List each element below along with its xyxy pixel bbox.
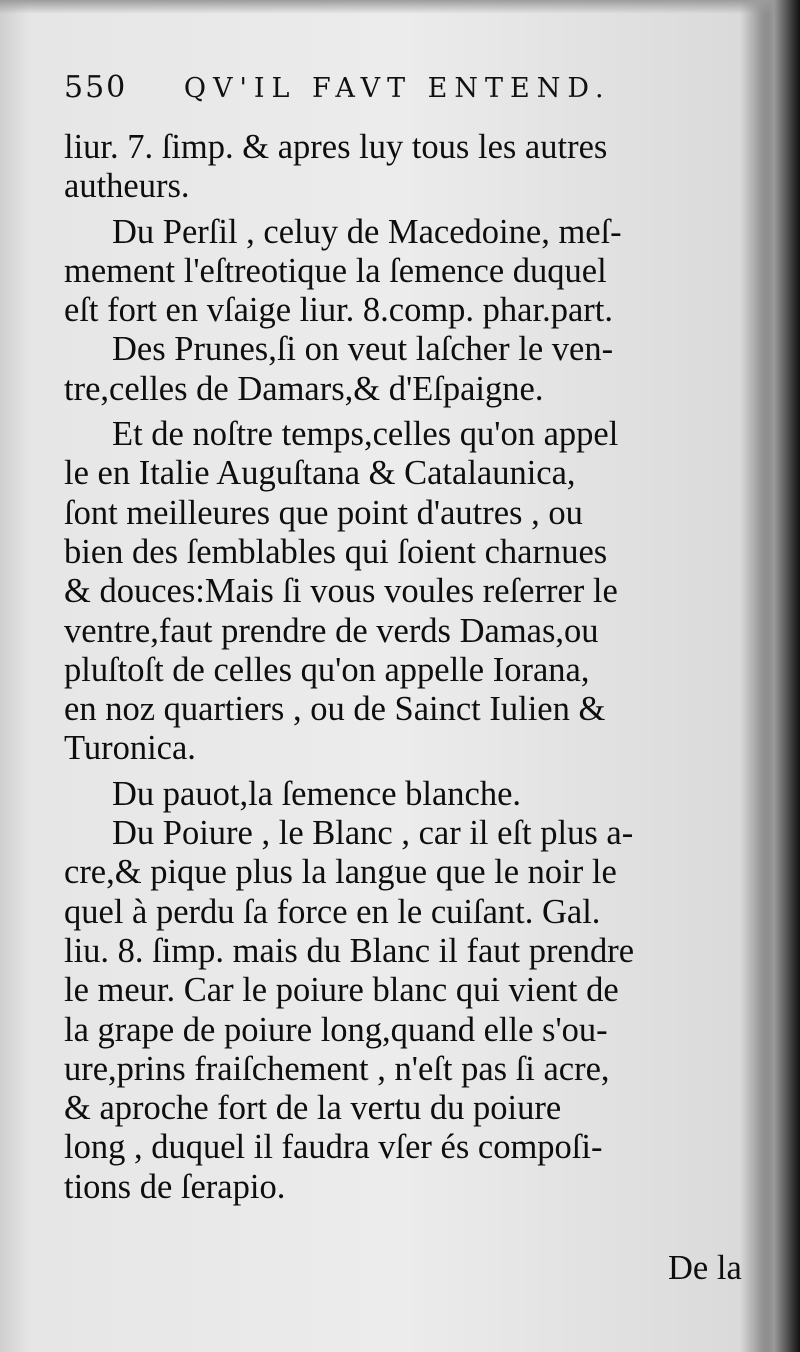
text-line: pluſtoſt de celles qu'on appelle Iorana, — [64, 650, 590, 689]
text-line: tre,celles de Damars,& d'Eſpaigne. — [64, 369, 544, 408]
text-line: le en Italie Auguſtana & Catalaunica, — [64, 454, 576, 493]
paragraph-start-line: Des Prunes,ſi on veut laſcher le ven- — [112, 330, 614, 369]
text-line: ſont meilleures que point d'autres , ou — [64, 493, 583, 532]
text-line: la grape de poiure long,quand elle s'ou- — [64, 1010, 608, 1049]
text-line: autheurs. — [64, 167, 190, 206]
text-line: Turonica. — [64, 729, 196, 768]
text-line: bien des ſemblables qui ſoient charnues — [64, 532, 608, 571]
text-line: long , duquel il faudra vſer és compoſi- — [64, 1128, 603, 1167]
catchword: De la — [668, 1249, 742, 1287]
text-line: liur. 7. ſimp. & apres luy tous les autres — [64, 128, 608, 166]
page-number: 550 — [64, 70, 128, 105]
text-line: ure,prins fraiſchement , n'eſt pas ſi acre, — [64, 1049, 610, 1088]
paragraph-start-line: Et de noſtre temps,celles qu'on appel — [112, 415, 619, 454]
page-gutter-edge — [760, 0, 800, 1352]
text-line: tions de ſerapio. — [64, 1167, 286, 1206]
text-line: ventre,faut prendre de verds Damas,ou — [64, 611, 599, 650]
text-line: mement l'eſtreotique la ſemence duquel — [64, 251, 607, 290]
text-line: & douces:Mais ſi vous voules reſerrer le — [64, 572, 618, 611]
text-line: eſt fort en vſaige liur. 8.comp. phar.part. — [64, 291, 613, 330]
text-line: en noz quartiers , ou de Sainct Iulien & — [64, 690, 606, 729]
text-line: le meur. Car le poiure blanc qui vient de — [64, 971, 619, 1010]
text-line: cre,& pique plus la langue que le noir le — [64, 853, 617, 892]
paragraph-start-line: Du Poiure , le Blanc , car il eſt plus a- — [112, 814, 634, 853]
body-text — [64, 128, 754, 1207]
text-line: & aproche fort de la vertu du poiure — [64, 1089, 562, 1128]
paragraph-start-line: Du pauot,la ſemence blanche. — [112, 774, 522, 813]
page-top-shadow — [0, 0, 800, 14]
text-line: liu. 8. ſimp. mais du Blanc il faut prendre — [64, 931, 635, 970]
paragraph-start-line: Du Perſil , celuy de Macedoine, meſ- — [112, 212, 622, 251]
running-header — [64, 70, 611, 105]
text-line: quel à perdu ſa force en le cuiſant. Gal. — [64, 892, 601, 931]
running-title: QV'IL FAVT ENTEND. — [183, 73, 611, 104]
